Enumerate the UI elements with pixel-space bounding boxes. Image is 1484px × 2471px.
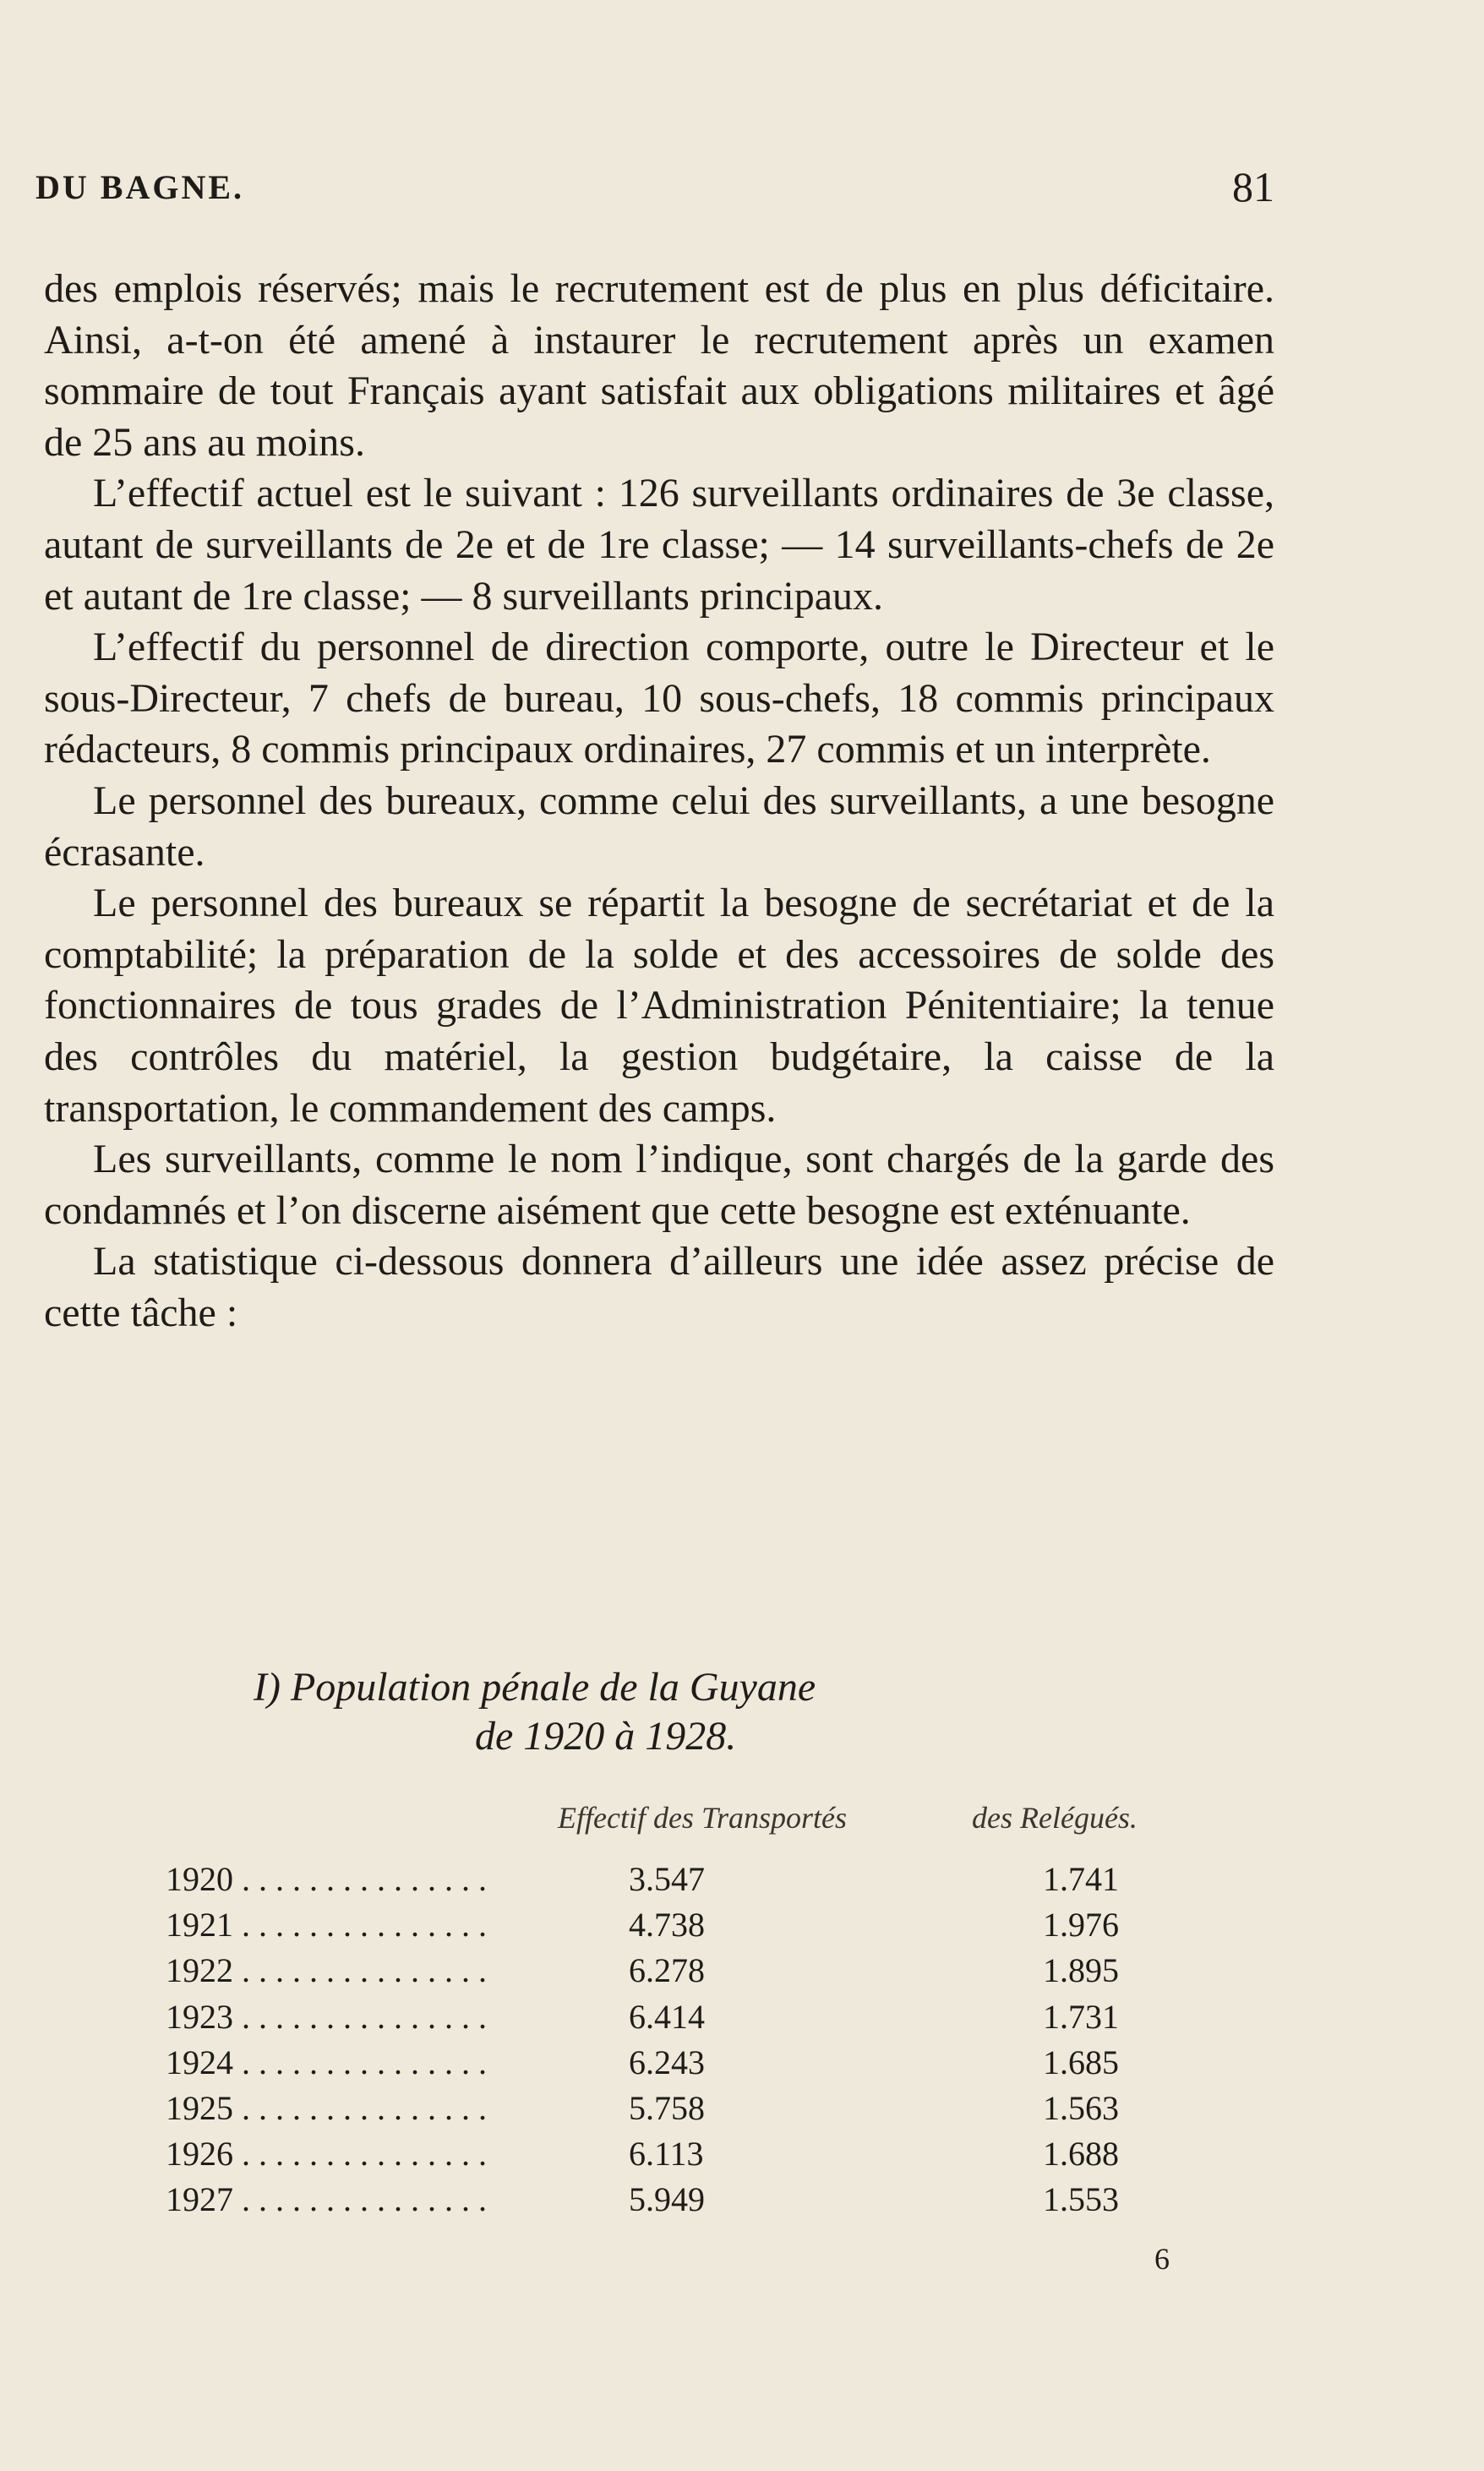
- transportes-cell: 6.113: [629, 2135, 704, 2174]
- year-cell: 1927 . . . . . . . . . . . . . . .: [166, 2180, 487, 2219]
- transportes-cell: 6.278: [629, 1951, 705, 1990]
- page-number: 81: [1232, 163, 1274, 210]
- relegues-cell: 1.895: [1043, 1951, 1119, 1990]
- paragraph: La statistique ci-dessous donnera d’ailleurs une idée assez précise de cette tâche :: [44, 1239, 1274, 1335]
- table-row: [166, 2043, 1230, 2088]
- table-row: [166, 2179, 1230, 2225]
- table-title-line1: I) Population pénale de la Guyane: [254, 1665, 816, 1710]
- transportes-cell: 6.243: [629, 2043, 705, 2081]
- statistics-table: [166, 1859, 1230, 2226]
- year-cell: 1926 . . . . . . . . . . . . . . .: [166, 2135, 487, 2174]
- paragraph: Les surveillants, comme le nom l’indique, sont chargés de la garde des condamnés et l’on discerne aisément que cette besogne est exténuante.: [44, 1137, 1274, 1233]
- transportes-cell: 5.758: [629, 2088, 705, 2127]
- paragraph: des emplois réservés; mais le recrutement est de plus en plus déficitaire. Ainsi, a-t-on été amené à instaurer le recrutement après un examen sommaire de tout Français ayant satisfait aux obligations militaires et âgé de 25 ans au moins.: [44, 266, 1274, 465]
- transportes-cell: 4.738: [629, 1906, 705, 1945]
- year-cell: 1921 . . . . . . . . . . . . . . .: [166, 1906, 487, 1945]
- running-head: DU BAGNE.: [35, 168, 245, 206]
- year-cell: 1922 . . . . . . . . . . . . . . .: [166, 1951, 487, 1990]
- year-cell: 1924 . . . . . . . . . . . . . . .: [166, 2043, 487, 2081]
- table-row: [166, 2088, 1230, 2134]
- signature-mark: 6: [1154, 2242, 1170, 2276]
- year-cell: 1920 . . . . . . . . . . . . . . .: [166, 1860, 487, 1898]
- column-header-relegues: des Relégués.: [972, 1801, 1138, 1835]
- transportes-cell: 6.414: [629, 1997, 705, 2036]
- relegues-cell: 1.563: [1043, 2088, 1119, 2127]
- table-row: [166, 1859, 1230, 1905]
- year-cell: 1925 . . . . . . . . . . . . . . .: [166, 2088, 487, 2127]
- relegues-cell: 1.741: [1043, 1860, 1119, 1898]
- paragraph: Le personnel des bureaux se répartit la besogne de secrétariat et de la comptabilité; la préparation de la solde et des accessoires de solde des fonctionnaires de tous grades de l’Administration Pénitentiaire; la tenue des contrôles du matériel, la gestion budgétaire, la caisse de la transportation, le commandement des camps.: [44, 881, 1274, 1131]
- table-row: [166, 2134, 1230, 2179]
- paragraph: Le personnel des bureaux, comme celui des surveillants, a une besogne écrasante.: [44, 777, 1274, 875]
- column-header-transportes: Effectif des Transportés: [558, 1801, 847, 1835]
- relegues-cell: 1.688: [1043, 2135, 1119, 2174]
- table-row: [166, 1905, 1230, 1950]
- table-title-line2: de 1920 à 1928.: [475, 1714, 737, 1759]
- table-row: [166, 1950, 1230, 1996]
- relegues-cell: 1.685: [1043, 2043, 1119, 2081]
- transportes-cell: 5.949: [629, 2180, 705, 2219]
- table-row: [166, 1997, 1230, 2043]
- body-text: [44, 264, 1274, 1339]
- year-cell: 1923 . . . . . . . . . . . . . . .: [166, 1997, 487, 2036]
- relegues-cell: 1.731: [1043, 1997, 1119, 2036]
- relegues-cell: 1.553: [1043, 2180, 1119, 2219]
- table-title: [254, 1663, 1099, 1761]
- paragraph: L’effectif du personnel de direction comporte, outre le Directeur et le sous-Directeur, 7 chefs de bureau, 10 sous-chefs, 18 commis principaux rédacteurs, 8 commis principaux ordinaires, 27 commis et un interprète.: [44, 625, 1274, 772]
- transportes-cell: 3.547: [629, 1860, 705, 1898]
- paragraph: L’effectif actuel est le suivant : 126 surveillants ordinaires de 3e classe, autant de surveillants de 2e et de 1re classe; — 14 surveillants-chefs de 2e et autant de 1re classe; — 8 surveillants principaux.: [44, 471, 1274, 619]
- relegues-cell: 1.976: [1043, 1906, 1119, 1945]
